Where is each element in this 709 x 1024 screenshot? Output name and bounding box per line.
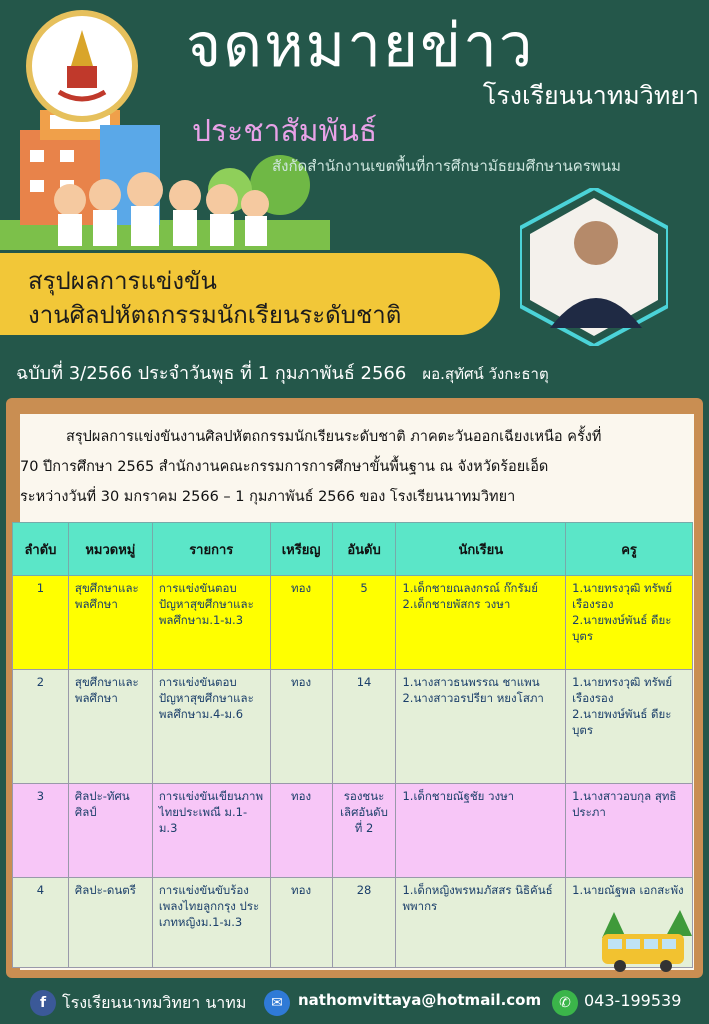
cell-students (396, 576, 566, 670)
cell-medal: ทอง (270, 784, 332, 878)
cell-rank: 14 (332, 670, 396, 784)
cell-medal: ทอง (270, 670, 332, 784)
footer-bar (0, 982, 709, 1024)
cell-rank: รองชนะเลิศอันดับที่ 2 (332, 784, 396, 878)
cell-item: การแข่งขันขับร้องเพลงไทยลูกกรุง ประเภทหญิงม.1-ม.3 (152, 878, 270, 968)
header-teachers: ครู (566, 523, 693, 576)
header-no: ลำดับ (13, 523, 69, 576)
cell-teachers (566, 670, 693, 784)
student-name: 1.นางสาวธนพรรณ ชาแพน (402, 675, 540, 689)
email-icon: ✉ (264, 990, 290, 1016)
cell-item: การแข่งขันตอบปัญหาสุขศึกษาและพลศึกษาม.1-ม.3 (152, 576, 270, 670)
header-students: นักเรียน (396, 523, 566, 576)
table-row (13, 670, 693, 784)
cell-category: ศิลปะ-ทัศนศิลป์ (68, 784, 152, 878)
table-row (13, 878, 693, 968)
teacher-name: 1.นายณัฐพล เอกสะพัง (572, 883, 684, 897)
phone-icon: ✆ (552, 990, 578, 1016)
header-medal: เหรียญ (270, 523, 332, 576)
school-logo (26, 10, 138, 122)
header-category: หมวดหมู่ (68, 523, 152, 576)
header-item: รายการ (152, 523, 270, 576)
facebook-icon: f (30, 990, 56, 1016)
student-name: 1.เด็กชายณลงกรณ์ ก๊กรัมย์ (402, 581, 539, 595)
header-rank: อันดับ (332, 523, 396, 576)
cell-no: 3 (13, 784, 69, 878)
phone-number[interactable]: 043-199539 (584, 991, 682, 1010)
student-name: 2.นางสาวอรปรียา หยงโสภา (402, 691, 544, 705)
topic-banner (0, 253, 500, 335)
intro-line-1: สรุปผลการแข่งขันงานศิลปหัตถกรรมนักเรียนระดับชาติ ภาคตะวันออกเฉียงเหนือ ครั้งที่ (66, 429, 602, 445)
cell-medal: ทอง (270, 576, 332, 670)
intro-line-2: 70 ปีการศึกษา 2565 สำนักงานคณะกรรมการการศึกษาขั้นพื้นฐาน ณ จังหวัดร้อยเอ็ด (20, 459, 549, 475)
table-row (13, 784, 693, 878)
cell-rank: 28 (332, 878, 396, 968)
cell-medal: ทอง (270, 878, 332, 968)
director-photo (520, 188, 668, 346)
banner-line-2: งานศิลปหัตถกรรมนักเรียนระดับชาติ (28, 301, 402, 329)
table-header-row (13, 523, 693, 576)
cell-item: การแข่งขันตอบปัญหาสุขศึกษาและพลศึกษาม.4-ม.6 (152, 670, 270, 784)
teacher-name: 1.นายทรงวุฒิ ทรัพย์เรืองรอง (572, 581, 673, 611)
crown-emblem-icon (47, 26, 117, 106)
cell-students (396, 670, 566, 784)
cell-no: 4 (13, 878, 69, 968)
cell-students (396, 784, 566, 878)
email-link[interactable]: nathomvittaya@hotmail.com (298, 991, 542, 1009)
cell-category: ศิลปะ-ดนตรี (68, 878, 152, 968)
cell-no: 2 (13, 670, 69, 784)
cell-teachers (566, 576, 693, 670)
cell-no: 1 (13, 576, 69, 670)
office-name: สังกัดสำนักงานเขตพื้นที่การศึกษามัธยมศึกษานครพนม (272, 157, 621, 175)
teacher-name: 2.นายพงษ์พันธ์ ดียะบุตร (572, 613, 672, 643)
cell-category: สุขศึกษาและพลศึกษา (68, 576, 152, 670)
student-name: 2.เด็กชายพัสกร วงษา (402, 597, 511, 611)
student-name: 1.เด็กหญิงพรหมภัสสร นิธิคันธ์พพากร (402, 883, 553, 913)
issue-text: ฉบับที่ 3/2566 ประจำวันพุธ ที่ 1 กุมภาพันธ์ 2566 (16, 363, 407, 384)
cell-item: การแข่งขันเขียนภาพไทยประเพณี ม.1-ม.3 (152, 784, 270, 878)
table-row (13, 576, 693, 670)
school-bus-illustration (596, 908, 692, 974)
issue-info (16, 358, 549, 387)
intro-line-3: ระหว่างวันที่ 30 มกราคม 2566 – 1 กุมภาพันธ์ 2566 ของ โรงเรียนนาทมวิทยา (20, 489, 516, 505)
cell-rank: 5 (332, 576, 396, 670)
teacher-name: 2.นายพงษ์พันธ์ ดียะบุตร (572, 707, 672, 737)
student-name: 1.เด็กชายณัฐชัย วงษา (402, 789, 515, 803)
cell-students (396, 878, 566, 968)
teacher-name: 1.นางสาวอบกุล สุทธิประภา (572, 789, 677, 819)
facebook-link[interactable]: โรงเรียนนาทมวิทยา นาทม (62, 993, 247, 1012)
newsletter-title: จดหมายข่าว (186, 11, 535, 81)
cell-teachers (566, 784, 693, 878)
pr-subtitle: ประชาสัมพันธ์ (192, 114, 378, 149)
teacher-name: 1.นายทรงวุฒิ ทรัพย์เรืองรอง (572, 675, 673, 705)
director-name: ผอ.สุทัศน์ วังกะธาตุ (422, 365, 549, 383)
cell-category: สุขศึกษาและพลศึกษา (68, 670, 152, 784)
school-name: โรงเรียนนาทมวิทยา (482, 81, 699, 110)
banner-line-1: สรุปผลการแข่งขัน (28, 267, 217, 295)
results-table (12, 522, 693, 968)
